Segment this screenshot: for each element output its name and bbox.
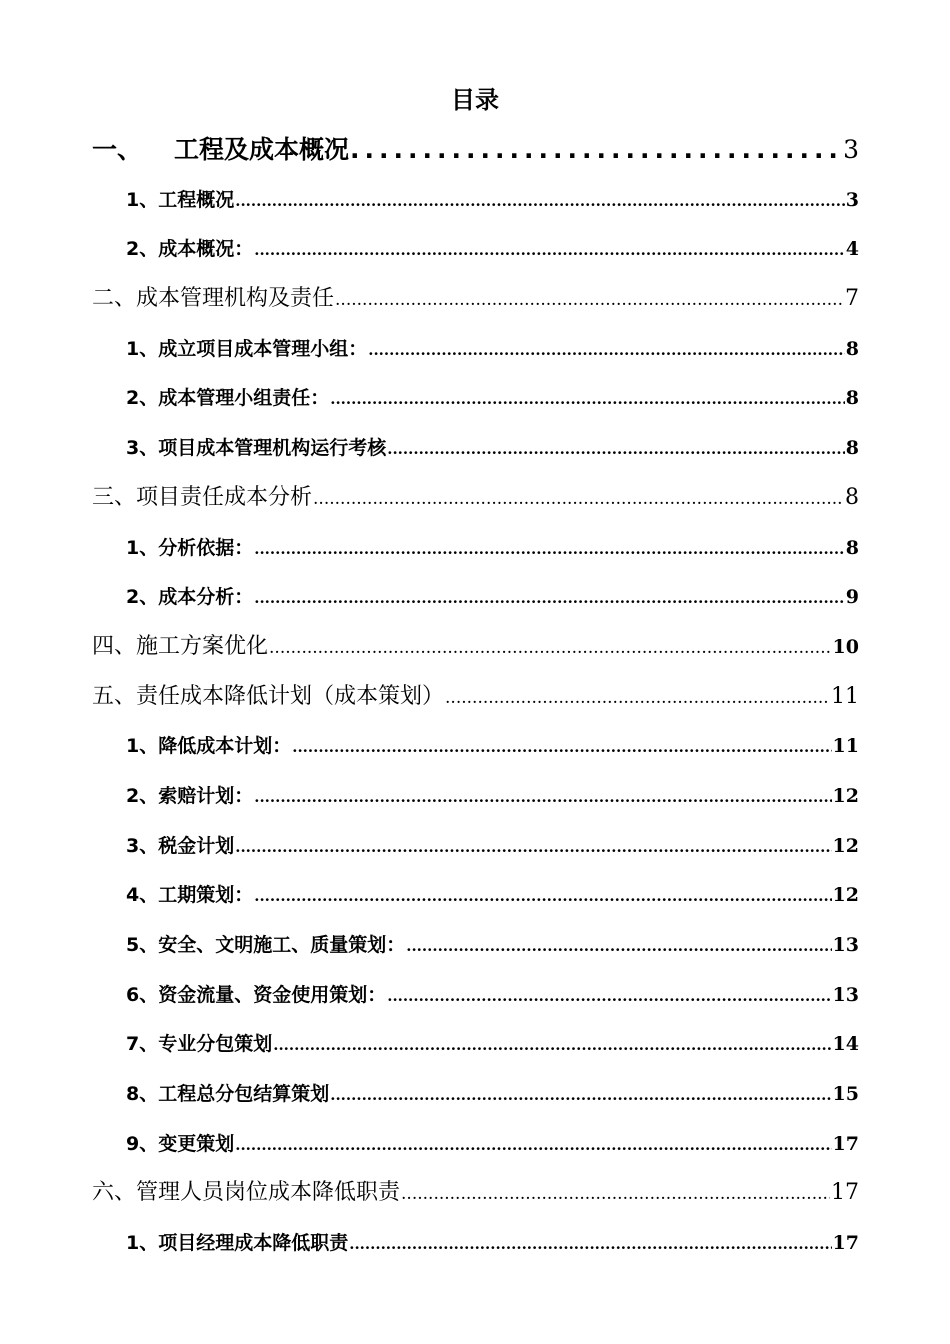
toc-entry-text: 工程及成本概况 xyxy=(174,135,350,164)
toc-entry-label: 五、责任成本降低计划（成本策划） xyxy=(92,683,445,709)
toc-entry[interactable] xyxy=(92,826,859,876)
dot-leader xyxy=(235,180,845,221)
toc-page-number: 3 xyxy=(845,188,859,211)
toc-entry[interactable] xyxy=(92,627,859,677)
toc-entry-label: 7、专业分包策划 xyxy=(126,1033,273,1056)
toc-entry[interactable] xyxy=(92,378,859,428)
dot-leader xyxy=(235,826,831,867)
toc-entry[interactable] xyxy=(92,726,859,776)
toc-entry-label: 1、分析依据： xyxy=(126,536,254,559)
toc-entry-label: 二、成本管理机构及责任 xyxy=(92,286,335,312)
dot-leader xyxy=(350,130,842,170)
toc-entry-label: 1、降低成本计划： xyxy=(126,735,292,758)
toc-page-number: 12 xyxy=(832,784,859,807)
toc-page-number: 17 xyxy=(832,1232,859,1255)
toc-entry[interactable] xyxy=(92,776,859,826)
toc-entry[interactable] xyxy=(92,677,859,727)
toc-entry[interactable] xyxy=(92,478,859,528)
toc-page-number: 11 xyxy=(832,735,859,758)
toc-entry-label: 3、项目成本管理机构运行考核 xyxy=(126,437,387,460)
dot-leader xyxy=(445,677,830,718)
toc-entry[interactable] xyxy=(92,329,859,379)
toc-page-number: 8 xyxy=(845,337,859,360)
dot-leader xyxy=(335,279,844,320)
dot-leader xyxy=(254,776,831,817)
toc-list xyxy=(92,130,859,1273)
toc-title: 目录 xyxy=(451,86,499,114)
toc-page-number: 14 xyxy=(832,1033,859,1056)
dot-leader xyxy=(368,329,845,370)
toc-entry[interactable] xyxy=(92,1074,859,1124)
toc-entry[interactable] xyxy=(92,1024,859,1074)
toc-entry[interactable] xyxy=(92,975,859,1025)
dot-leader xyxy=(330,378,845,419)
toc-page-number: 4 xyxy=(845,238,859,261)
toc-entry[interactable] xyxy=(92,180,859,230)
toc-page-number: 10 xyxy=(832,635,859,658)
toc-entry-label: 六、管理人员岗位成本降低职责 xyxy=(92,1180,401,1206)
dot-leader xyxy=(254,875,831,916)
toc-entry[interactable] xyxy=(92,577,859,627)
toc-page-number: 8 xyxy=(845,437,859,460)
dot-leader xyxy=(401,1173,830,1214)
toc-entry-number: 一、 xyxy=(92,135,143,164)
toc-entry-label: 2、成本概况： xyxy=(126,238,254,261)
dot-leader xyxy=(235,1124,831,1165)
toc-entry-label: 三、项目责任成本分析 xyxy=(92,484,313,510)
toc-entry-label: 1、成立项目成本管理小组： xyxy=(126,337,368,360)
toc-page-number: 13 xyxy=(832,983,859,1006)
toc-entry[interactable] xyxy=(92,1173,859,1223)
toc-page-number: 3 xyxy=(843,135,859,164)
toc-entry[interactable] xyxy=(92,229,859,279)
toc-entry-label: 四、施工方案优化 xyxy=(92,633,269,659)
toc-entry-label: 1、工程概况 xyxy=(126,188,235,211)
toc-entry-label: 8、工程总分包结算策划 xyxy=(126,1083,330,1106)
toc-entry-label: 3、税金计划 xyxy=(126,834,235,857)
toc-entry-label: 2、索赔计划： xyxy=(126,784,254,807)
toc-entry-label: 2、成本分析： xyxy=(126,586,254,609)
toc-entry-label: 4、工期策划： xyxy=(126,884,254,907)
toc-entry-label: 9、变更策划 xyxy=(126,1132,235,1155)
dot-leader xyxy=(330,1074,831,1115)
toc-page-number: 7 xyxy=(845,286,859,312)
toc-entry[interactable] xyxy=(92,528,859,578)
toc-entry-label: 5、安全、文明施工、质量策划： xyxy=(126,934,406,956)
dot-leader xyxy=(269,627,832,668)
toc-entry-label: 2、成本管理小组责任： xyxy=(126,387,330,410)
toc-page-number: 17 xyxy=(832,1132,859,1155)
toc-entry[interactable] xyxy=(92,1124,859,1174)
toc-entry[interactable] xyxy=(92,279,859,329)
toc-page-number: 15 xyxy=(832,1083,859,1106)
dot-leader xyxy=(387,975,831,1016)
toc-page-number: 11 xyxy=(831,683,859,709)
toc-entry[interactable] xyxy=(92,925,859,975)
toc-entry-label: 6、资金流量、资金使用策划： xyxy=(126,983,387,1006)
toc-entry-label: 1、项目经理成本降低职责 xyxy=(126,1232,349,1255)
toc-page-number: 12 xyxy=(832,834,859,857)
toc-page-number: 8 xyxy=(845,536,859,559)
dot-leader xyxy=(254,528,845,569)
toc-entry-label xyxy=(92,130,349,170)
dot-leader xyxy=(313,478,844,519)
dot-leader xyxy=(292,726,831,767)
toc-page-number: 12 xyxy=(832,884,859,907)
toc-entry[interactable] xyxy=(92,130,859,180)
toc-page-number: 9 xyxy=(845,586,859,609)
dot-leader xyxy=(349,1223,831,1264)
dot-leader xyxy=(406,925,831,966)
dot-leader xyxy=(254,229,845,270)
toc-entry[interactable] xyxy=(92,875,859,925)
toc-page-number: 17 xyxy=(831,1180,859,1206)
dot-leader xyxy=(254,577,845,618)
toc-page-number: 13 xyxy=(832,934,859,956)
dot-leader xyxy=(387,428,845,469)
toc-entry[interactable] xyxy=(92,1223,859,1273)
dot-leader xyxy=(273,1024,831,1065)
toc-page-number: 8 xyxy=(845,387,859,410)
toc-entry[interactable] xyxy=(92,428,859,478)
toc-page-number: 8 xyxy=(845,484,859,510)
